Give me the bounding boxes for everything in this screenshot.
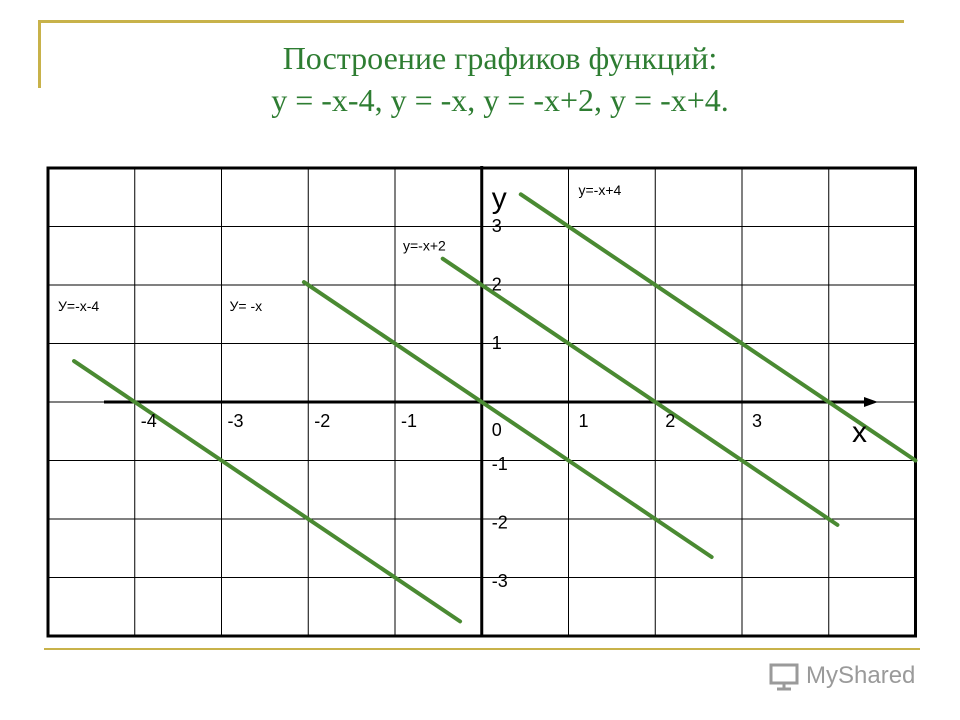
title-line-2: y = -x-4, y = -x, y = -x+2, y = -x+4. [271, 81, 729, 118]
x-tick-label: 2 [665, 411, 676, 431]
x-tick-label: 1 [578, 411, 589, 431]
presentation-icon [768, 660, 800, 692]
watermark-text: MyShared [806, 662, 916, 689]
y-tick-label: -3 [491, 570, 508, 591]
x-axis-label: x [852, 416, 867, 449]
y-tick-label: 3 [491, 215, 502, 236]
x-tick-label: 3 [752, 411, 763, 431]
x-tick-label: -2 [314, 411, 331, 431]
annotation-label: У= -x [229, 298, 263, 314]
series-line [304, 282, 712, 557]
watermark [768, 658, 915, 694]
annotation-label: У=-x-4 [58, 298, 100, 314]
title-line-1: Построение графиков функций: [282, 40, 718, 76]
x-tick-label: -1 [401, 411, 418, 431]
y-tick-label: 1 [491, 332, 502, 353]
annotation-label: у=-x+4 [578, 182, 622, 198]
x-tick-label: -4 [140, 411, 157, 431]
y-axis-label: y [491, 182, 507, 215]
y-tick-label: -2 [491, 512, 508, 533]
annotation-label: у=-x+2 [403, 237, 446, 254]
series-line [443, 259, 838, 525]
series-line [74, 361, 460, 621]
y-tick-label: -1 [491, 453, 508, 474]
x-tick-label: 0 [491, 420, 502, 440]
y-tick-label: 2 [491, 274, 502, 295]
x-tick-label: -3 [227, 411, 244, 431]
x-axis-arrow [864, 397, 878, 407]
